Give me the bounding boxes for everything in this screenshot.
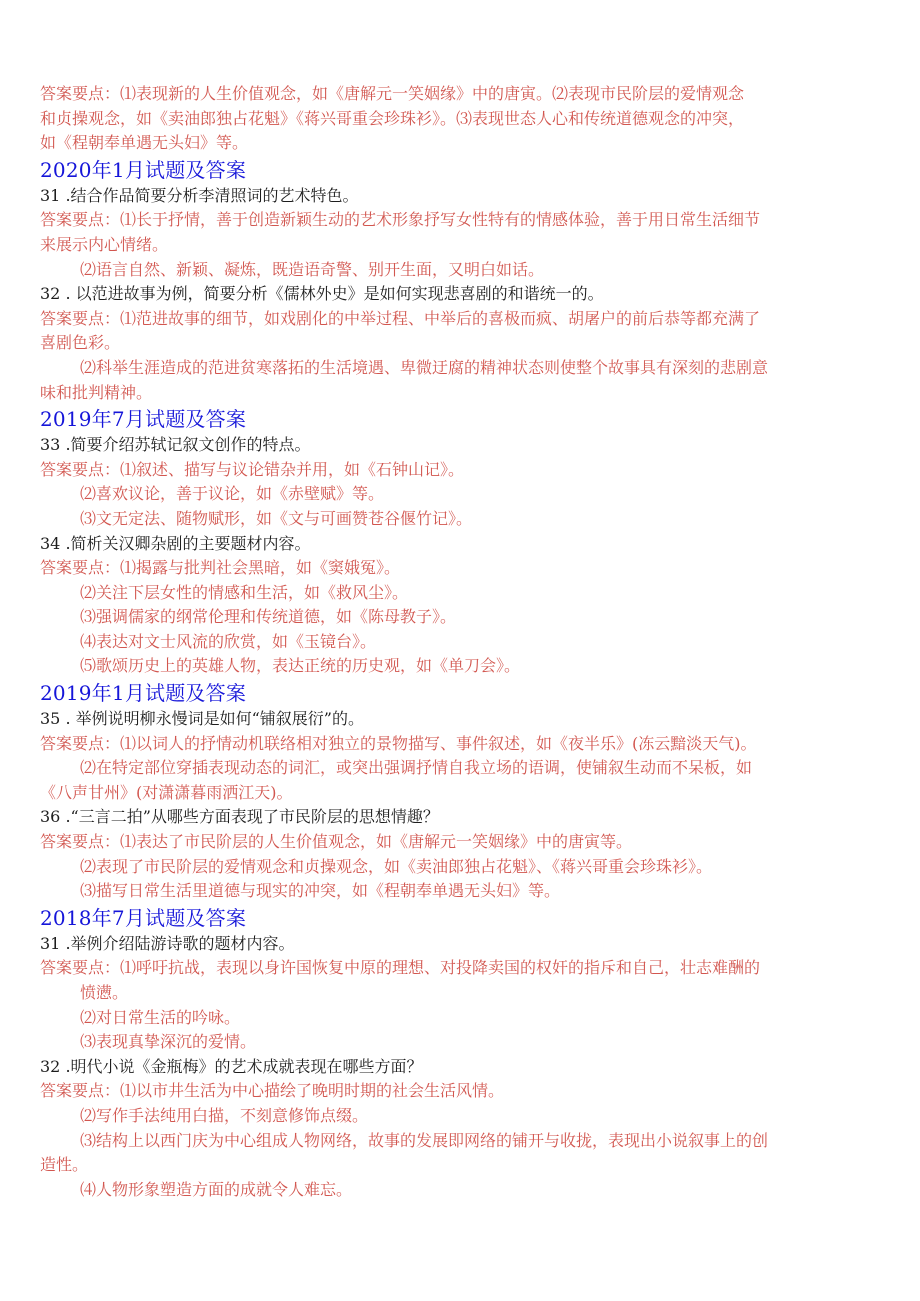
section-heading: 2020年1月试题及答案 (40, 157, 247, 182)
answer-point: 愤懑。 (80, 983, 129, 1002)
question-text: 34 .简析关汉卿杂剧的主要题材内容。 (40, 533, 311, 553)
answer-point: ⑵表现了市民阶层的爱情观念和贞操观念，如《卖油郎独占花魁》、《蒋兴哥重会珍珠衫》。 (80, 856, 713, 876)
answer-text: 喜剧色彩。 (40, 333, 121, 353)
answer-text: 如《程朝奉单遇无头妇》等。 (40, 133, 249, 153)
answer-text: 答案要点：⑴叙述、描写与议论错杂并用，如《石钟山记》。 (40, 459, 465, 479)
document-page (40, 82, 885, 1202)
answer-text: 答案要点：⑴范进故事的细节，如戏剧化的中举过程、中举后的喜极而疯、胡屠户的前后恭等都充满了 (40, 308, 761, 328)
question-text: 32 .明代小说《金瓶梅》的艺术成就表现在哪些方面？ (40, 1056, 423, 1076)
section-heading: 2019年7月试题及答案 (40, 407, 247, 432)
answer-text: 答案要点：⑴揭露与批判社会黑暗，如《窦娥冤》。 (40, 558, 401, 578)
section-heading: 2018年7月试题及答案 (40, 905, 247, 930)
answer-text: 答案要点：⑴长于抒情，善于创造新颖生动的艺术形象抒写女性特有的情感体验，善于用日常生活细节 (40, 210, 761, 230)
answer-point: ⑵喜欢议论，善于议论，如《赤壁赋》等。 (80, 484, 385, 504)
answer-text: 答案要点：⑴以市井生活为中心描绘了晚明时期的社会生活风情。 (40, 1081, 505, 1101)
answer-text: 答案要点：⑴呼吁抗战，表现以身许国恢复中原的理想、对投降卖国的权奸的指斥和自己，壮志难酬的 (40, 958, 761, 978)
question-text: 31 .举例介绍陆游诗歌的题材内容。 (40, 933, 295, 953)
answer-point: ⑸歌颂历史上的英雄人物，表达正统的历史观，如《单刀会》。 (80, 656, 521, 676)
answer-point: ⑵语言自然、新颖、凝炼，既造语奇警、别开生面，又明白如话。 (80, 259, 545, 279)
answer-text: 答案要点：⑴表达了市民阶层的人生价值观念，如《唐解元一笑姻缘》中的唐寅等。 (40, 832, 633, 852)
answer-point: ⑶表现真挚深沉的爱情。 (80, 1032, 257, 1052)
answer-text: 和贞操观念，如《卖油郎独占花魁》《蒋兴哥重会珍珠衫》。⑶表现世态人心和传统道德观念的冲突， (40, 108, 745, 128)
answer-point: ⑵科举生涯造成的范进贫寒落拓的生活境遇、卑微迂腐的精神状态则使整个故事具有深刻的悲剧意 (80, 357, 769, 377)
answer-point: ⑵对日常生活的吟咏。 (80, 1007, 241, 1027)
answer-point: ⑶强调儒家的纲常伦理和传统道德，如《陈母教子》。 (80, 607, 457, 627)
answer-point: ⑷表达对文士风流的欣赏，如《玉镜台》。 (80, 631, 377, 651)
answer-text: 答案要点：⑴表现新的人生价值观念，如《唐解元一笑姻缘》中的唐寅。⑵表现市民阶层的爱情观念 (40, 84, 745, 103)
question-text: 36 .“三言二拍”从哪些方面表现了市民阶层的思想情趣？ (40, 807, 439, 827)
answer-text: 造性。 (40, 1155, 89, 1175)
answer-point: ⑵写作手法纯用白描，不刻意修饰点缀。 (80, 1105, 369, 1125)
answer-point: ⑵在特定部位穿插表现动态的词汇，或突出强调抒情自我立场的语调，使铺叙生动而不呆板，如 (80, 758, 753, 778)
answer-point: ⑶结构上以西门庆为中心组成人物网络，故事的发展即网络的铺开与收拢，表现出小说叙事上的创 (80, 1130, 769, 1150)
question-text: 33 .简要介绍苏轼记叙文创作的特点。 (40, 435, 311, 455)
answer-text: 味和批判精神。 (40, 382, 153, 402)
answer-point: ⑷人物形象塑造方面的成就令人难忘。 (80, 1179, 353, 1199)
question-text: 35 . 举例说明柳永慢词是如何“铺叙展衍”的。 (40, 709, 364, 729)
answer-point: ⑵关注下层女性的情感和生活，如《救风尘》。 (80, 582, 409, 602)
answer-text: 来展示内心情绪。 (40, 234, 169, 254)
question-text: 32 . 以范进故事为例，简要分析《儒林外史》是如何实现悲喜剧的和谐统一的。 (40, 284, 604, 304)
section-heading: 2019年1月试题及答案 (40, 681, 247, 706)
answer-point: ⑶描写日常生活里道德与现实的冲突，如《程朝奉单遇无头妇》等。 (80, 881, 561, 901)
answer-point: ⑶文无定法、随物赋形，如《文与可画赞苍谷偃竹记》。 (80, 508, 473, 528)
answer-text: 《八声甘州》(对潇潇暮雨洒江天)。 (40, 782, 293, 802)
question-text: 31 .结合作品简要分析李清照词的艺术特色。 (40, 185, 359, 205)
answer-text: 答案要点：⑴以词人的抒情动机联络相对独立的景物描写、事件叙述，如《夜半乐》(冻云黯淡天气)。 (40, 733, 757, 753)
